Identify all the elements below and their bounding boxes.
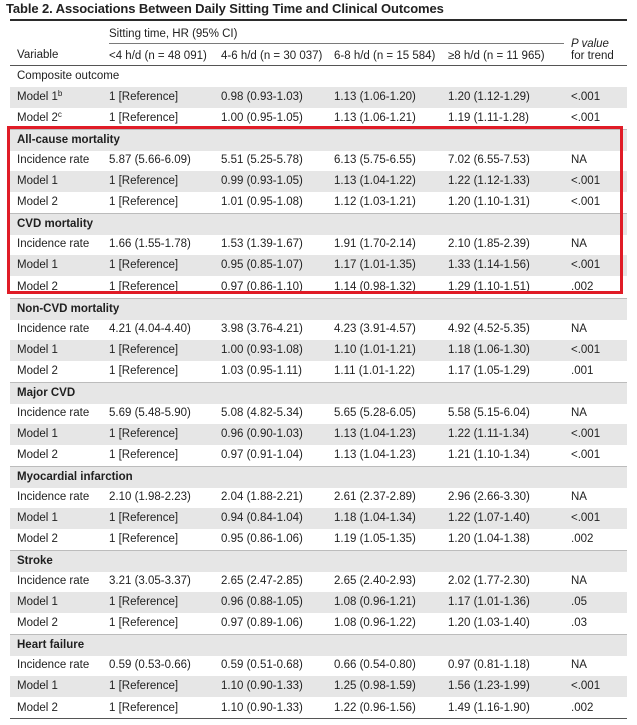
p-value-cell: .05 [571,596,587,609]
hr-cell: 1 [Reference] [109,596,179,609]
hr-cell: 2.96 (2.66-3.30) [448,491,530,503]
row-label: Model 1 [17,427,58,440]
hr-cell: 1.22 (1.11-1.34) [448,427,529,440]
p-value-cell: <.001 [571,112,601,125]
hr-cell: 1.18 (1.06-1.30) [448,343,530,356]
hr-cell: 1 [Reference] [109,512,179,525]
hr-cell: 1.22 (1.12-1.33) [448,175,530,188]
hr-cell: 1 [Reference] [109,680,179,693]
p-value-cell: <.001 [571,196,601,209]
header-col-lt4: <4 h/d (n = 48 091) [109,50,207,62]
hr-cell: 1.19 (1.11-1.28) [448,112,529,125]
hr-cell: 5.65 (5.28-6.05) [334,406,416,419]
section-row [10,382,627,404]
p-value-cell: .001 [571,364,594,377]
p-value-cell: .002 [571,280,594,293]
table-row [10,192,627,213]
hr-cell: 1 [Reference] [109,364,179,377]
hr-cell: 1.17 (1.01-1.36) [448,596,530,609]
hr-cell: 1.22 (0.96-1.56) [334,701,416,714]
hr-cell: 1.03 (0.95-1.11) [221,364,302,377]
table-row [10,508,627,529]
p-value-cell: NA [571,406,587,419]
table-row [10,529,627,550]
row-label: Model 1$^b$ [17,89,63,104]
row-label: Incidence rate [17,406,90,419]
hr-cell: 3.98 (3.76-4.21) [221,322,303,335]
p-value-cell: NA [571,491,587,503]
hr-cell: 1.10 (1.01-1.21) [334,343,416,356]
hr-cell: 0.96 (0.88-1.05) [221,596,303,609]
table-row [10,108,627,129]
header-pvalue: P value [571,38,609,50]
header-col-ge8: ≥8 h/d (n = 11 965) [448,50,545,62]
p-value-cell: <.001 [571,448,601,461]
hr-cell: 1.20 (1.10-1.31) [448,196,530,209]
table-row [10,361,627,382]
hr-cell: 1.22 (1.07-1.40) [448,512,530,525]
hr-cell: 0.97 (0.91-1.04) [221,448,303,461]
table-row [10,613,627,634]
p-value-cell: .002 [571,533,594,546]
hr-cell: 0.59 (0.53-0.66) [109,659,191,672]
hr-cell: 0.98 (0.93-1.03) [221,91,303,104]
hr-cell: 1 [Reference] [109,196,179,209]
hr-cell: 4.23 (3.91-4.57) [334,322,416,335]
header-col-4to6: 4-6 h/d (n = 30 037) [221,50,323,62]
row-label: Model 2 [17,617,58,630]
hr-cell: 0.95 (0.86-1.06) [221,533,303,546]
section-title: Heart failure [17,639,85,652]
section-title: Stroke [17,555,53,568]
hr-cell: 1.13 (1.06-1.21) [334,112,416,125]
hr-cell: 5.69 (5.48-5.90) [109,406,191,419]
hr-cell: 2.10 (1.98-2.23) [109,491,191,503]
header-group-label: Sitting time, HR (95% CI) [109,28,238,40]
hr-cell: 1.19 (1.05-1.35) [334,533,416,546]
hr-cell: 1.14 (0.98-1.32) [334,280,416,293]
hr-cell: 1 [Reference] [109,617,179,630]
header-variable: Variable [17,49,59,61]
hr-cell: 0.97 (0.86-1.10) [221,280,303,293]
section-row [10,213,627,235]
hr-cell: 1 [Reference] [109,175,179,188]
table-row [10,171,627,192]
p-value-cell: <.001 [571,512,601,525]
hr-cell: 4.92 (4.52-5.35) [448,322,530,335]
table-row [10,655,627,676]
hr-cell: 4.21 (4.04-4.40) [109,322,191,335]
hr-cell: 3.21 (3.05-3.37) [109,575,191,588]
hr-cell: 1.25 (0.98-1.59) [334,680,416,693]
p-value-cell: NA [571,659,587,672]
row-label: Incidence rate [17,154,90,167]
section-title: Composite outcome [17,70,120,82]
hr-cell: 0.96 (0.90-1.03) [221,427,303,440]
row-label: Model 2 [17,448,58,461]
hr-cell: 5.51 (5.25-5.78) [221,154,303,167]
hr-cell: 1.20 (1.12-1.29) [448,91,530,104]
hr-cell: 1.00 (0.93-1.08) [221,343,303,356]
row-label: Model 2 [17,364,58,377]
table-row [10,87,627,108]
row-label: Model 2 [17,280,58,293]
table-row [10,277,627,298]
hr-cell: 6.13 (5.75-6.55) [334,154,416,167]
header-col-6to8: 6-8 h/d (n = 15 584) [334,50,436,62]
table-row [10,255,627,276]
p-value-cell: <.001 [571,427,601,440]
hr-cell: 1.17 (1.05-1.29) [448,364,530,377]
section-row [10,634,627,656]
row-label: Incidence rate [17,575,90,588]
section-row [10,129,627,151]
section-row [10,66,627,87]
hr-cell: 1.20 (1.03-1.40) [448,617,530,630]
section-row [10,298,627,320]
table-row [10,571,627,592]
p-value-cell: <.001 [571,343,601,356]
hr-cell: 1.13 (1.04-1.23) [334,427,416,440]
p-value-cell: <.001 [571,259,601,272]
p-value-cell: NA [571,575,587,588]
hr-cell: 0.59 (0.51-0.68) [221,659,303,672]
hr-cell: 1.00 (0.95-1.05) [221,112,303,125]
table-row [10,403,627,424]
hr-cell: 0.99 (0.93-1.05) [221,175,303,188]
table-row [10,445,627,466]
hr-cell: 5.08 (4.82-5.34) [221,406,303,419]
hr-cell: 1 [Reference] [109,533,179,546]
hr-cell: 2.65 (2.40-2.93) [334,575,416,588]
p-value-cell: .03 [571,617,587,630]
p-value-cell: <.001 [571,175,601,188]
hr-cell: 2.04 (1.88-2.21) [221,491,303,503]
hr-cell: 7.02 (6.55-7.53) [448,154,530,167]
row-label: Model 2 [17,701,58,714]
hr-cell: 1.20 (1.04-1.38) [448,533,530,546]
footnote-marker: c [57,110,62,120]
hr-cell: 1 [Reference] [109,280,179,293]
hr-cell: 1.56 (1.23-1.99) [448,680,530,693]
hr-cell: 1 [Reference] [109,448,179,461]
hr-cell: 1.13 (1.06-1.20) [334,91,416,104]
table-row [10,676,627,697]
row-label: Model 1 [17,596,58,609]
header-pvalue-trend: for trend [571,50,614,62]
hr-cell: 0.66 (0.54-0.80) [334,659,416,672]
row-label: Incidence rate [17,491,90,503]
row-label: Model 1 [17,680,58,693]
hr-cell: 1.10 (0.90-1.33) [221,680,303,693]
top-rule [10,19,627,21]
p-value-cell: NA [571,238,587,251]
p-value-cell: <.001 [571,680,601,693]
row-label: Model 1 [17,343,58,356]
hr-cell: 5.58 (5.15-6.04) [448,406,530,419]
hr-cell: 1.49 (1.16-1.90) [448,701,530,714]
row-label: Model 2 [17,533,58,546]
hr-cell: 1.08 (0.96-1.21) [334,596,416,609]
hr-cell: 1 [Reference] [109,91,179,104]
hr-cell: 1.13 (1.04-1.23) [334,448,416,461]
p-value-cell: NA [571,322,587,335]
hr-cell: 1.11 (1.01-1.22) [334,364,415,377]
hr-cell: 0.95 (0.85-1.07) [221,259,303,272]
hr-cell: 1 [Reference] [109,701,179,714]
p-value-cell: <.001 [571,91,601,104]
table-row [10,424,627,445]
bottom-rule [10,718,627,719]
header-group-rule [109,43,564,44]
hr-cell: 1 [Reference] [109,112,179,125]
section-row [10,550,627,572]
table-row [10,698,627,719]
section-title: CVD mortality [17,218,94,231]
hr-cell: 0.94 (0.84-1.04) [221,512,303,525]
table-row [10,234,627,255]
section-row [10,466,627,488]
footnote-marker: b [57,89,63,99]
row-label: Model 1 [17,175,58,188]
table-title: Table 2. Associations Between Daily Sitting Time and Clinical Outcomes [6,1,444,16]
hr-cell: 0.97 (0.89-1.06) [221,617,303,630]
hr-cell: 1.91 (1.70-2.14) [334,238,416,251]
p-value-cell: NA [571,154,587,167]
hr-cell: 1.33 (1.14-1.56) [448,259,530,272]
hr-cell: 1.10 (0.90-1.33) [221,701,303,714]
hr-cell: 1 [Reference] [109,343,179,356]
hr-cell: 1.29 (1.10-1.51) [448,280,530,293]
hr-cell: 2.61 (2.37-2.89) [334,491,416,503]
row-label: Incidence rate [17,238,90,251]
row-label: Model 1 [17,259,58,272]
section-title: All-cause mortality [17,134,120,147]
hr-cell: 1.12 (1.03-1.21) [334,196,416,209]
hr-cell: 1.08 (0.96-1.22) [334,617,416,630]
section-title: Non-CVD mortality [17,302,120,315]
table-row [10,592,627,613]
hr-cell: 2.02 (1.77-2.30) [448,575,530,588]
section-title: Major CVD [17,386,76,399]
hr-cell: 1.17 (1.01-1.35) [334,259,416,272]
hr-cell: 1.53 (1.39-1.67) [221,238,303,251]
row-label: Incidence rate [17,322,90,335]
hr-cell: 1 [Reference] [109,259,179,272]
hr-cell: 1 [Reference] [109,427,179,440]
hr-cell: 5.87 (5.66-6.09) [109,154,191,167]
row-label: Model 1 [17,512,58,525]
hr-cell: 1.66 (1.55-1.78) [109,238,191,251]
hr-cell: 0.97 (0.81-1.18) [448,659,530,672]
hr-cell: 1.21 (1.10-1.34) [448,448,530,461]
hr-cell: 2.10 (1.85-2.39) [448,238,530,251]
hr-cell: 1.13 (1.04-1.22) [334,175,416,188]
row-label: Incidence rate [17,659,90,672]
row-label: Model 2$^c$ [17,110,62,125]
hr-cell: 1.18 (1.04-1.34) [334,512,416,525]
table-row [10,487,627,508]
table-row [10,150,627,171]
row-label: Model 2 [17,196,58,209]
hr-cell: 2.65 (2.47-2.85) [221,575,303,588]
section-title: Myocardial infarction [17,470,133,483]
table-row [10,319,627,340]
hr-cell: 1.01 (0.95-1.08) [221,196,303,209]
p-value-cell: .002 [571,701,594,714]
table-row [10,340,627,361]
